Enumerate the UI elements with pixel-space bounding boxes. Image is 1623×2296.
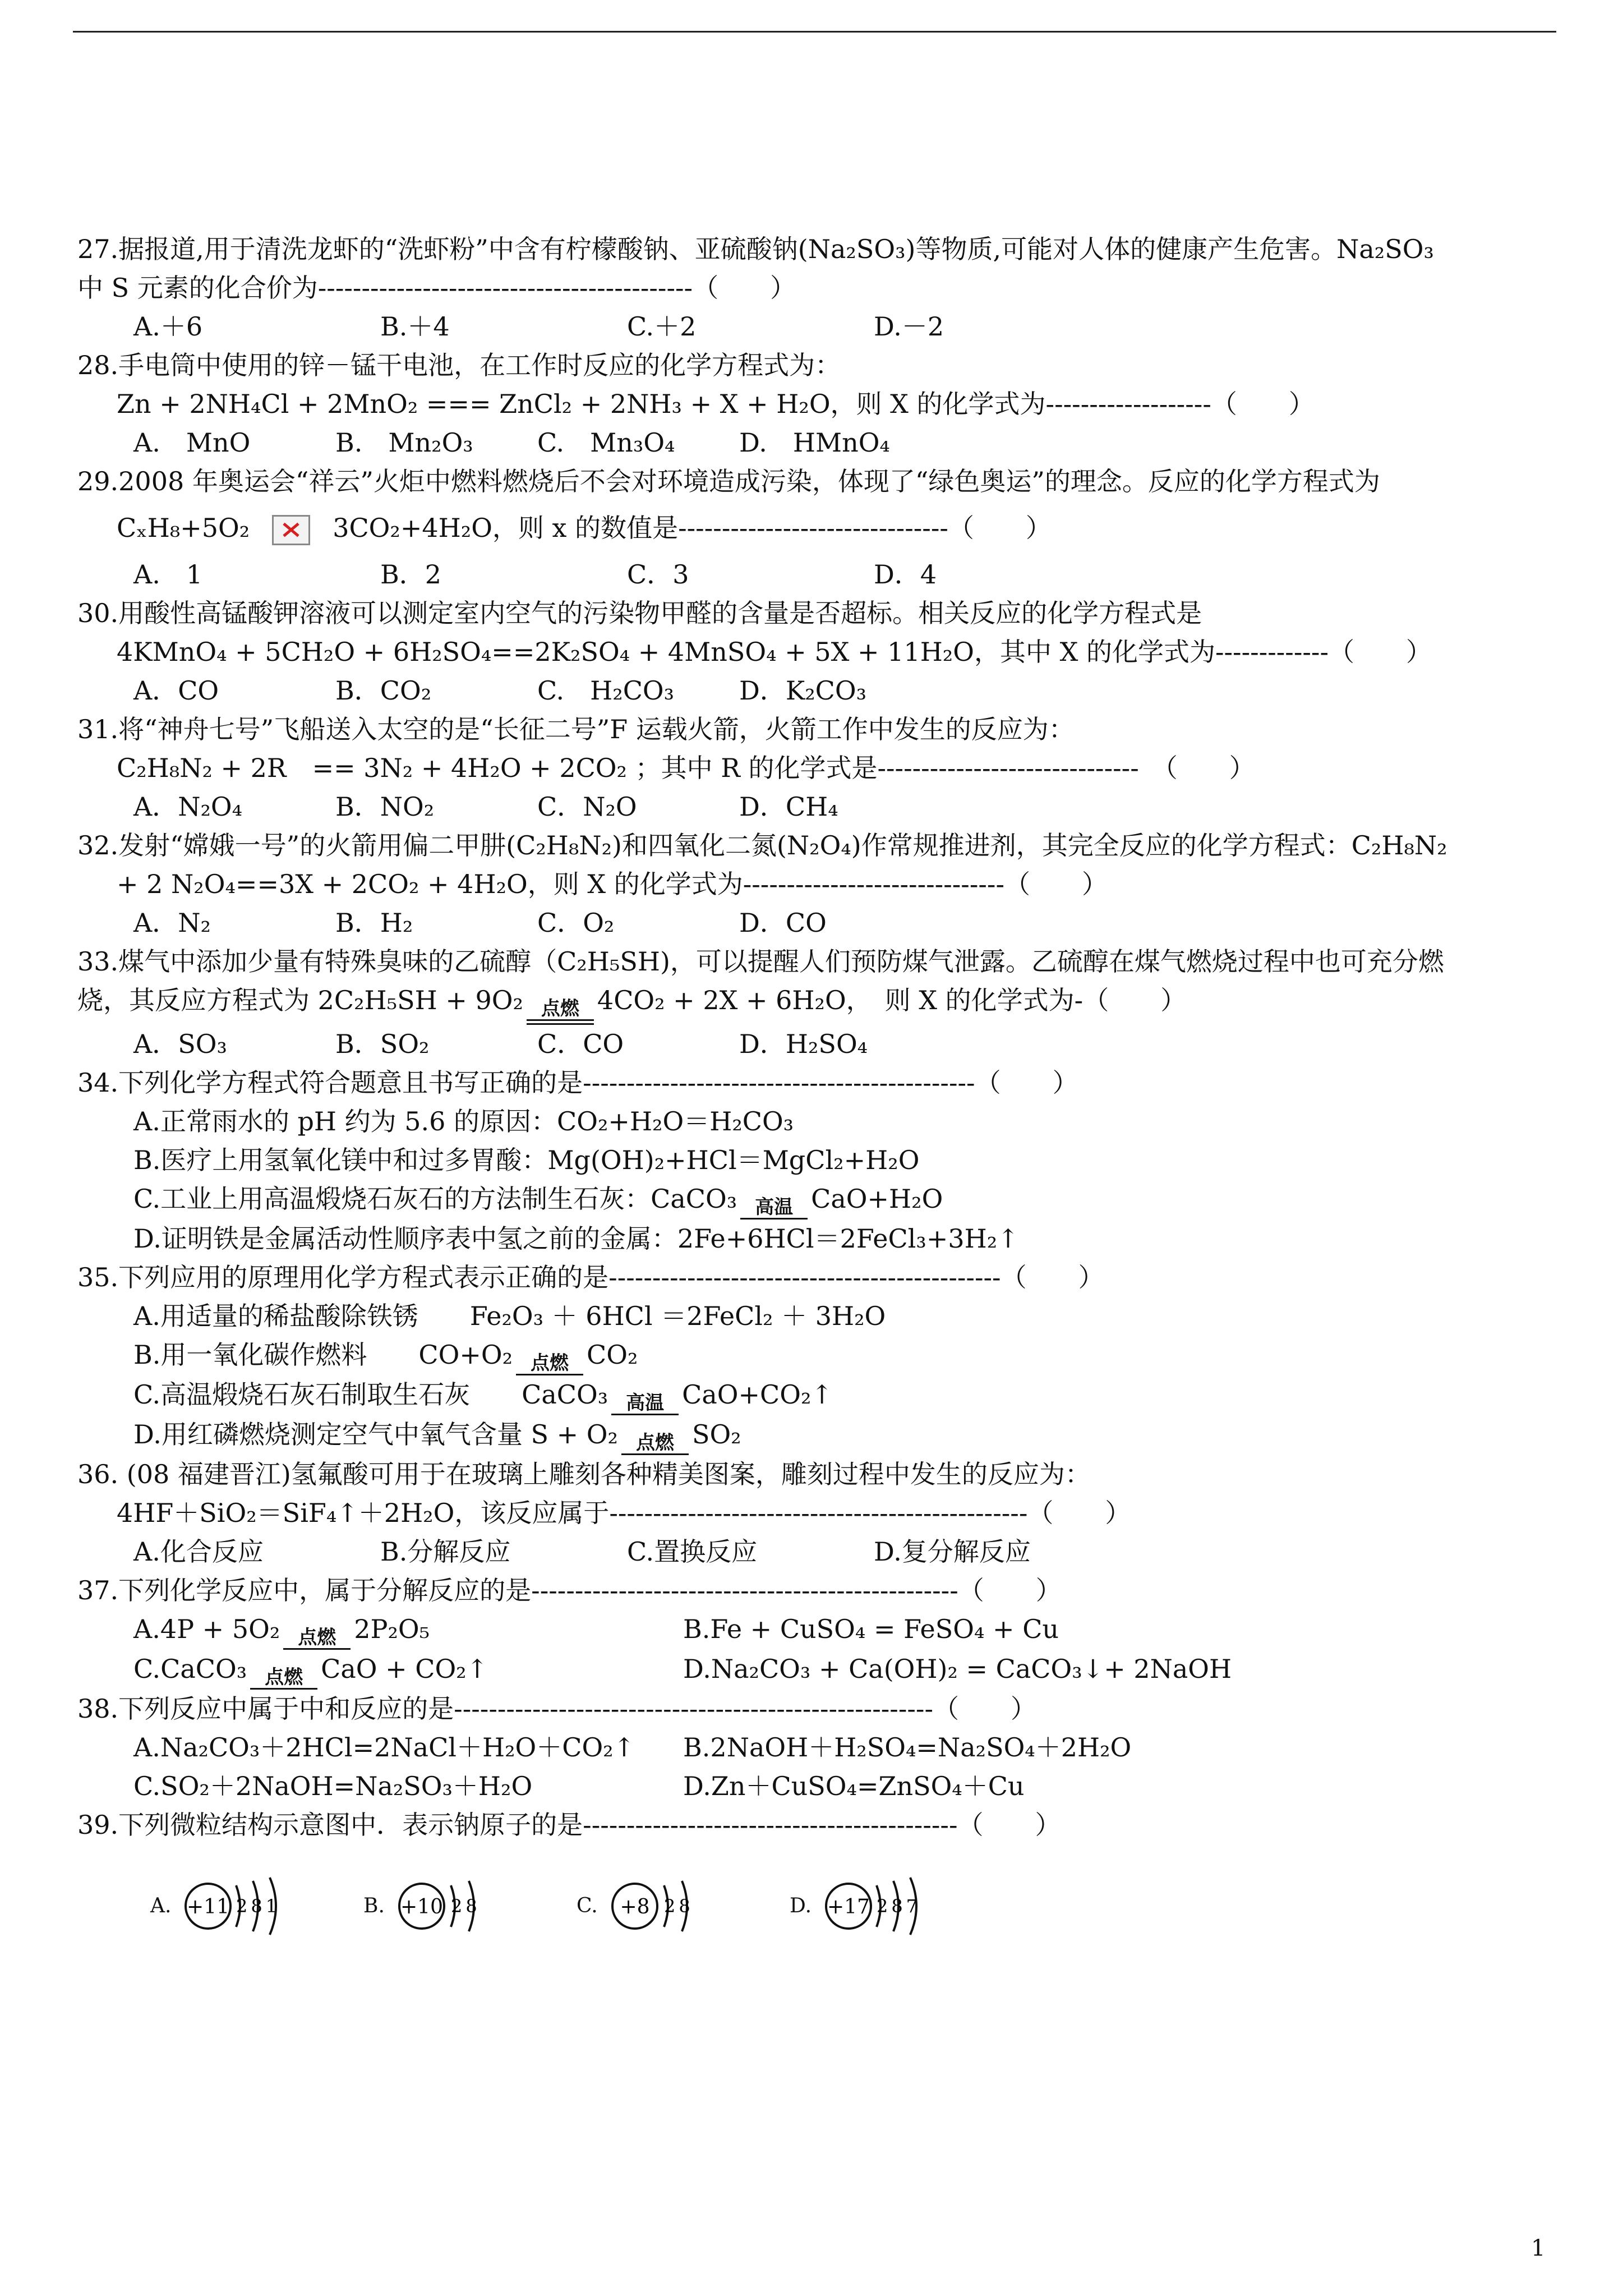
condition-label: 高温: [755, 1196, 794, 1218]
option-a[interactable]: A．SO₃: [133, 1029, 227, 1059]
condition-label: 高温: [626, 1392, 665, 1414]
option-label: D.: [790, 1894, 812, 1917]
option-label: B.: [363, 1894, 385, 1917]
electron-shells: 281: [236, 1895, 281, 1917]
equation-left: C.高温煅烧石灰石制取生石灰 CaCO₃: [133, 1379, 608, 1410]
reaction-condition: [611, 1392, 679, 1415]
question-27-stem-cont: 中 S 元素的化合价为-------------------------------------------（ ）: [77, 273, 796, 303]
question-32-equation: + 2 N₂O₄==3X + 2CO₂ + 4H₂O，则 X 的化学式为------------------------------（ ）: [117, 869, 1108, 899]
question-33: [77, 942, 1552, 1064]
option-d[interactable]: D.证明铁是金属活动性顺序表中氢之前的金属：2Fe+6HCl＝2FeCl₃+3H₂↑: [133, 1223, 1019, 1254]
question-38-options-row1: [133, 1728, 1552, 1767]
question-list: [77, 230, 1552, 1945]
option-a[interactable]: A.正常雨水的 pH 约为 5.6 的原因：CO₂+H₂O＝H₂CO₃: [133, 1106, 794, 1137]
question-38-options-row2: [133, 1767, 1552, 1806]
question-28-stem: 28.手电筒中使用的锌－锰干电池，在工作时反应的化学方程式为：: [77, 350, 841, 380]
question-32: [77, 826, 1552, 942]
question-36-stem: 36. (08 福建晋江)氢氟酸可用于在玻璃上雕刻各种精美图案，雕刻过程中发生的反应为：: [77, 1459, 1091, 1489]
equation-right: CO₂: [587, 1340, 638, 1370]
option-c[interactable]: C．N₂O: [537, 792, 637, 822]
option-b[interactable]: B．H₂: [335, 908, 413, 938]
question-36: [77, 1455, 1552, 1571]
broken-image-icon: [272, 515, 310, 545]
equation-left: D.用红磷燃烧测定空气中氧气含量 S + O₂: [133, 1419, 618, 1450]
option-b[interactable]: B. Mn₂O₃: [335, 427, 473, 458]
question-29-stem: 29.2008 年奥运会“祥云”火炬中燃料燃烧后不会对环境造成污染，体现了“绿色奥运”的理念。反应的化学方程式为: [77, 466, 1380, 496]
option-d[interactable]: D．4: [874, 559, 937, 590]
equation-right: SO₂: [691, 1419, 741, 1450]
option-b[interactable]: B．SO₂: [335, 1029, 430, 1059]
reaction-condition: [621, 1432, 689, 1455]
question-30: [77, 594, 1552, 710]
option-d[interactable]: D.－2: [874, 311, 944, 342]
option-a[interactable]: A.Na₂CO₃＋2HCl=2NaCl＋H₂O＋CO₂↑: [133, 1732, 635, 1763]
question-37-options-row2: [133, 1650, 1552, 1690]
equation-left: A.4P + 5O₂: [133, 1614, 280, 1644]
nucleus-charge: +8: [620, 1895, 650, 1918]
option-a[interactable]: A.用适量的稀盐酸除铁锈 Fe₂O₃ ＋ 6HCl ＝2FeCl₂ ＋ 3H₂O: [133, 1301, 886, 1331]
question-38-stem: 38.下列反应中属于中和反应的是-------------------------------------------------------（ ）: [77, 1694, 1037, 1724]
option-c[interactable]: C.置换反应: [627, 1536, 758, 1567]
question-28: [77, 346, 1552, 462]
question-31: [77, 710, 1552, 826]
option-a[interactable]: A.＋6: [133, 311, 203, 342]
question-36-equation: 4HF＋SiO₂＝SiF₄↑＋2H₂O，该反应属于------------------------------------------------（ ）: [117, 1498, 1131, 1528]
equation-right: CaO+CO₂↑: [682, 1379, 833, 1410]
equation-right: CaO+H₂O: [811, 1184, 943, 1214]
option-d[interactable]: D.Zn＋CuSO₄=ZnSO₄＋Cu: [683, 1771, 1025, 1801]
atom-structure-diagram: [822, 1870, 956, 1943]
question-29: [77, 462, 1552, 594]
option-a[interactable]: A.化合反应: [133, 1536, 264, 1567]
condition-label: 点燃: [298, 1626, 336, 1649]
question-32-options: [133, 904, 1552, 942]
question-34-stem: 34.下列化学方程式符合题意且书写正确的是---------------------------------------------（ ）: [77, 1068, 1078, 1098]
option-a[interactable]: [133, 1610, 683, 1650]
question-39-stem: 39.下列微粒结构示意图中．表示钠原子的是-------------------------------------------（ ）: [77, 1810, 1061, 1840]
question-33-equation: [77, 981, 1552, 1025]
option-d[interactable]: D. HMnO₄: [739, 427, 890, 458]
atom-structure-diagrams: [150, 1867, 1552, 1945]
question-27-stem: 27.据报道,用于清洗龙虾的“洗虾粉”中含有柠檬酸钠、亚硫酸钠(Na₂SO₃)等物质,可能对人体的健康产生危害。Na₂SO₃: [77, 234, 1434, 264]
question-30-stem: 30.用酸性高锰酸钾溶液可以测定室内空气的污染物甲醛的含量是否超标。相关反应的化学方程式是: [77, 598, 1202, 628]
option-b[interactable]: B.Fe + CuSO₄ = FeSO₄ + Cu: [683, 1614, 1059, 1644]
question-28-equation: Zn + 2NH₄Cl + 2MnO₂ === ZnCl₂ + 2NH₃ + X + H₂O，则 X 的化学式为-------------------（ ）: [117, 389, 1315, 419]
equation-right: 2P₂O₅: [354, 1614, 430, 1644]
electron-shells: 28: [663, 1895, 694, 1917]
option-a[interactable]: A．N₂: [133, 908, 211, 938]
question-35-stem: 35.下列应用的原理用化学方程式表示正确的是---------------------------------------------（ ）: [77, 1262, 1104, 1292]
option-c[interactable]: C．CO: [537, 1029, 624, 1059]
question-39: [77, 1806, 1552, 1945]
option-d[interactable]: D．K₂CO₃: [739, 675, 867, 706]
option-d-diagram[interactable]: [790, 1870, 1003, 1943]
question-31-options: [133, 788, 1552, 826]
option-c[interactable]: [133, 1650, 683, 1690]
atom-structure-diagram: [395, 1870, 518, 1943]
equation-right: 4CO₂ + 2X + 6H₂O， 则 X 的化学式为-（ ）: [597, 985, 1187, 1015]
option-c[interactable]: C.SO₂＋2NaOH=Na₂SO₃＋H₂O: [133, 1771, 533, 1801]
option-c[interactable]: [133, 1180, 1552, 1220]
double-line-sign: [527, 1019, 594, 1025]
option-a[interactable]: A．N₂O₄: [133, 792, 243, 822]
question-27-options: [133, 307, 1552, 346]
option-b-diagram[interactable]: [363, 1870, 577, 1943]
question-32-stem: 32.发射“嫦娥一号”的火箭用偏二甲肼(C₂H₈N₂)和四氧化二氮(N₂O₄)作常规推进剂，其完全反应的化学方程式：C₂H₈N₂: [77, 830, 1447, 861]
question-30-equation: 4KMnO₄ + 5CH₂O + 6H₂SO₄==2K₂SO₄ + 4MnSO₄ + 5X + 11H₂O，其中 X 的化学式为-------------（ ）: [117, 637, 1432, 667]
question-38: [77, 1690, 1552, 1806]
option-d[interactable]: D.复分解反应: [874, 1536, 1031, 1567]
reaction-condition: [250, 1667, 317, 1690]
question-29-equation: [117, 509, 1552, 547]
option-d[interactable]: D.Na₂CO₃ + Ca(OH)₂ = CaCO₃↓+ 2NaOH: [683, 1654, 1232, 1684]
option-b[interactable]: B．2: [380, 559, 442, 590]
question-35-options: [133, 1297, 1552, 1455]
question-27: [77, 230, 1552, 346]
question-37: [77, 1571, 1552, 1690]
option-b[interactable]: B．NO₂: [335, 792, 435, 822]
option-c[interactable]: C．O₂: [537, 908, 615, 938]
condition-label: 点燃: [635, 1432, 674, 1454]
nucleus-charge: +10: [400, 1895, 443, 1918]
header-rule: [73, 31, 1556, 33]
option-d[interactable]: D．CO: [739, 908, 827, 938]
option-c[interactable]: C. H₂CO₃: [537, 675, 675, 706]
reaction-condition: [516, 1352, 583, 1375]
equation-left: 烧，其反应方程式为 2C₂H₅SH + 9O₂: [77, 985, 523, 1015]
option-d[interactable]: D．CH₄: [739, 792, 838, 822]
option-a[interactable]: A. MnO: [133, 427, 251, 458]
equation-left: C.工业上用高温煅烧石灰石的方法制生石灰：CaCO₃: [133, 1184, 737, 1214]
option-b[interactable]: [133, 1336, 1552, 1375]
option-d[interactable]: D．H₂SO₄: [739, 1029, 868, 1059]
atom-structure-diagram: [608, 1870, 731, 1943]
option-b[interactable]: B.＋4: [380, 311, 450, 342]
option-c-diagram[interactable]: [577, 1870, 790, 1943]
option-c[interactable]: [133, 1375, 1552, 1415]
option-b[interactable]: B.2NaOH＋H₂SO₄=Na₂SO₄＋2H₂O: [683, 1732, 1132, 1763]
reaction-condition: [527, 998, 594, 1025]
question-29-options: [133, 555, 1552, 594]
question-34: [77, 1064, 1552, 1258]
nucleus-charge: +11: [187, 1895, 230, 1918]
question-28-options: [133, 424, 1552, 462]
electron-shells: 287: [877, 1895, 921, 1917]
equation-left: C.CaCO₃: [133, 1654, 247, 1684]
option-label: A.: [150, 1894, 172, 1917]
question-31-stem: 31.将“神舟七号”飞船送入太空的是“长征二号”F 运载火箭，火箭工作中发生的反应为：: [77, 714, 1075, 744]
option-label: C.: [577, 1894, 598, 1917]
page-number: 1: [1531, 2235, 1546, 2261]
question-31-equation: C₂H₈N₂ + 2R == 3N₂ + 4H₂O + 2CO₂ ；其中 R 的化学式是------------------------------ （ ）: [117, 753, 1255, 783]
option-c[interactable]: C. Mn₃O₄: [537, 427, 675, 458]
condition-label: 点燃: [541, 997, 579, 1020]
question-37-options-row1: [133, 1610, 1552, 1650]
question-37-stem: 37.下列化学反应中，属于分解反应的是-------------------------------------------------（ ）: [77, 1575, 1062, 1605]
option-b[interactable]: B．CO₂: [335, 675, 432, 706]
option-b[interactable]: B.医疗上用氢氧化镁中和过多胃酸：Mg(OH)₂+HCl＝MgCl₂+H₂O: [133, 1145, 920, 1175]
equation-left: CₓH₈+5O₂: [117, 513, 250, 543]
atom-structure-diagram: [181, 1870, 316, 1943]
question-34-options: [133, 1102, 1552, 1258]
electron-shells: 28: [450, 1895, 481, 1917]
equation-right: 3CO₂+4H₂O，则 x 的数值是-------------------------------（ ）: [333, 513, 1052, 543]
option-b[interactable]: B.分解反应: [380, 1536, 511, 1567]
question-33-stem: 33.煤气中添加少量有特殊臭味的乙硫醇（C₂H₅SH)，可以提醒人们预防煤气泄露。乙硫醇在煤气燃烧过程中也可充分燃: [77, 946, 1444, 977]
question-30-options: [133, 671, 1552, 710]
nucleus-charge: +17: [827, 1895, 870, 1918]
option-a-diagram[interactable]: [150, 1870, 363, 1943]
reaction-condition: [740, 1197, 808, 1220]
question-33-options: [133, 1025, 1552, 1064]
option-c[interactable]: C．3: [627, 559, 689, 590]
question-36-options: [133, 1533, 1552, 1571]
equation-left: B.用一氧化碳作燃料 CO+O₂: [133, 1340, 513, 1370]
equation-right: CaO + CO₂↑: [321, 1654, 488, 1684]
option-d[interactable]: [133, 1415, 1552, 1455]
condition-label: 点燃: [531, 1352, 569, 1374]
condition-label: 点燃: [265, 1666, 303, 1688]
reaction-condition: [283, 1627, 351, 1650]
option-a[interactable]: A．CO: [133, 675, 219, 706]
option-a[interactable]: A. 1: [133, 559, 203, 590]
question-35: [77, 1258, 1552, 1455]
option-c[interactable]: C.＋2: [627, 311, 697, 342]
